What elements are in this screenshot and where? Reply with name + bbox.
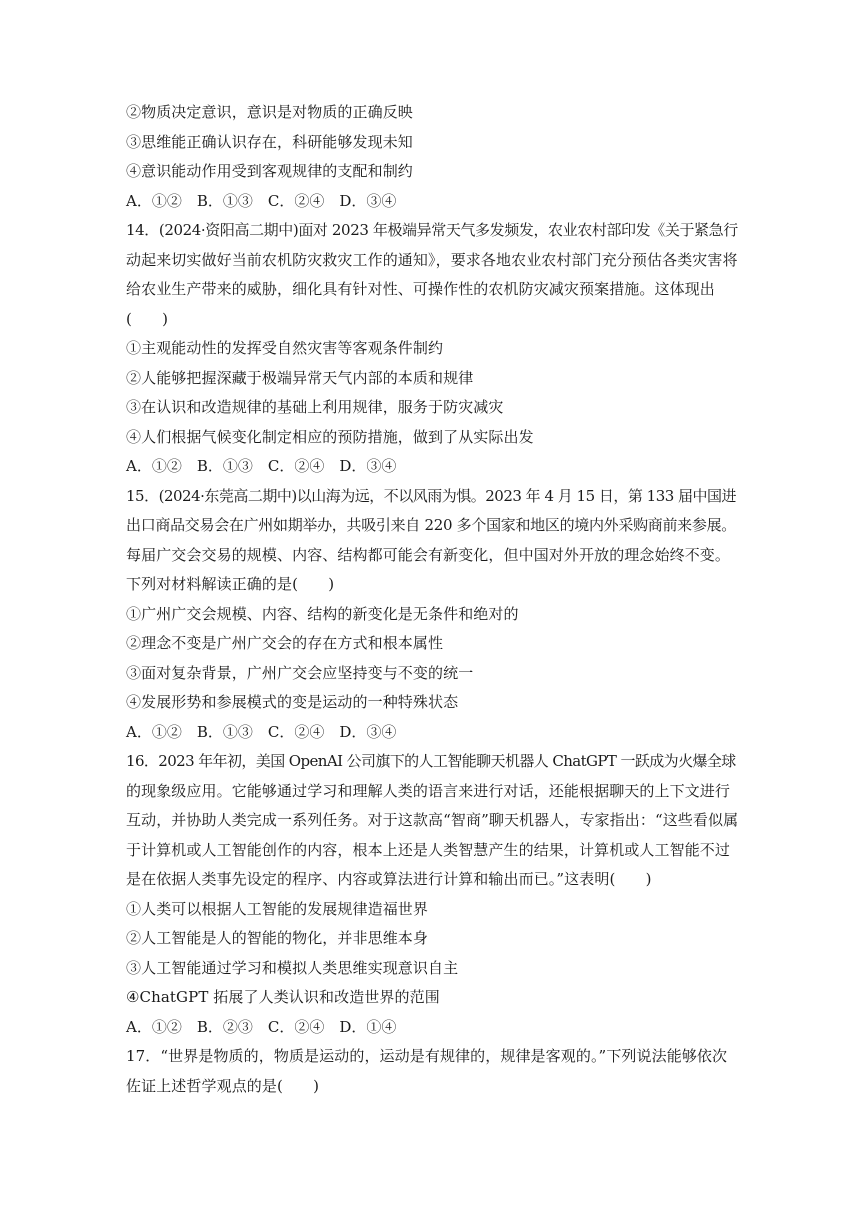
- option: ④意识能动作用受到客观规律的支配和制约: [126, 162, 413, 180]
- option: ②人工智能是人的智能的物化，并非思维本身: [126, 929, 429, 947]
- option: ④发展形势和参展模式的变是运动的一种特殊状态: [126, 693, 459, 711]
- question-stem-line: 佐证上述哲学观点的是( ): [126, 1076, 320, 1095]
- question-stem-line: 动起来切实做好当前农机防灾救灾工作的通知》，要求各地农业农村部门充分预估各类灾害将: [126, 250, 738, 269]
- option: ③思维能正确认识存在，科研能够发现未知: [126, 132, 413, 151]
- option: ②物质决定意识，意识是对物质的正确反映: [126, 103, 413, 121]
- question-13-tail: [126, 98, 738, 216]
- question-stem-line: 于计算机或人工智能创作的内容，根本上还是人类智慧产生的结果，计算机或人工智能不过: [126, 840, 731, 859]
- exam-page: [126, 98, 738, 1101]
- answer-choices: A．①② B．②③ C．②④ D．①④: [126, 1017, 397, 1036]
- question-stem-line: 16．2023 年年初，美国 OpenAI 公司旗下的人工智能聊天机器人 ChatGPT 一跃成为火爆全球: [126, 752, 736, 770]
- question-stem-line: 15．(2024·东莞高二期中)以山海为远，不以风雨为惧。2023 年 4 月 15 日，第 133 届中国进: [126, 486, 737, 505]
- option: ①人类可以根据人工智能的发展规律造福世界: [126, 899, 429, 918]
- option: ③面对复杂背景，广州广交会应坚持变与不变的统一: [126, 663, 474, 682]
- option: ③人工智能通过学习和模拟人类思维实现意识自主: [126, 958, 459, 977]
- question-stem-line: 的现象级应用。它能够通过学习和理解人类的语言来进行对话，还能根据聊天的上下文进行: [126, 781, 731, 800]
- question-15: [126, 482, 738, 748]
- question-stem-line: 出口商品交易会在广州如期举办，共吸引来自 220 多个国家和地区的境内外采购商前来参展。: [126, 516, 736, 534]
- question-stem-line: ( ): [126, 309, 169, 328]
- question-14: [126, 216, 738, 482]
- question-stem-line: 每届广交会交易的规模、内容、结构都可能会有新变化，但中国对外开放的理念始终不变。: [126, 545, 731, 564]
- answer-choices: A．①② B．①③ C．②④ D．③④: [126, 191, 397, 210]
- answer-choices: A．①② B．①③ C．②④ D．③④: [126, 722, 397, 741]
- option: ①主观能动性的发挥受自然灾害等客观条件制约: [126, 339, 444, 357]
- question-16: [126, 747, 738, 1042]
- answer-choices: A．①② B．①③ C．②④ D．③④: [126, 457, 397, 475]
- question-stem-line: 互动，并协助人类完成一系列任务。对于这款高“智商”聊天机器人，专家指出：“这些看似属: [126, 811, 739, 829]
- question-stem-line: 给农业生产带来的威胁，细化具有针对性、可操作性的农机防灾减灾预案措施。这体现出: [126, 280, 715, 298]
- question-17: [126, 1042, 738, 1101]
- question-stem-line: 下列对材料解读正确的是( ): [126, 575, 335, 593]
- question-stem-line: 14．(2024·资阳高二期中)面对 2023 年极端异常天气多发频发，农业农村部印发《关于紧急行: [126, 221, 738, 239]
- option: ④人们根据气候变化制定相应的预防措施，做到了从实际出发: [126, 427, 534, 446]
- option: ②人能够把握深藏于极端异常天气内部的本质和规律: [126, 368, 474, 387]
- option: ①广州广交会规模、内容、结构的新变化是无条件和绝对的: [126, 604, 519, 623]
- question-stem-line: 17．“世界是物质的，物质是运动的，运动是有规律的，规律是客观的。”下列说法能够依次: [126, 1047, 728, 1065]
- option: ③在认识和改造规律的基础上利用规律，服务于防灾减灾: [126, 398, 504, 416]
- option: ②理念不变是广州广交会的存在方式和根本属性: [126, 634, 444, 652]
- question-stem-line: 是在依据人类事先设定的程序、内容或算法进行计算和输出而已。”这表明( ): [126, 870, 652, 888]
- option: ④ChatGPT 拓展了人类认识和改造世界的范围: [126, 988, 440, 1006]
